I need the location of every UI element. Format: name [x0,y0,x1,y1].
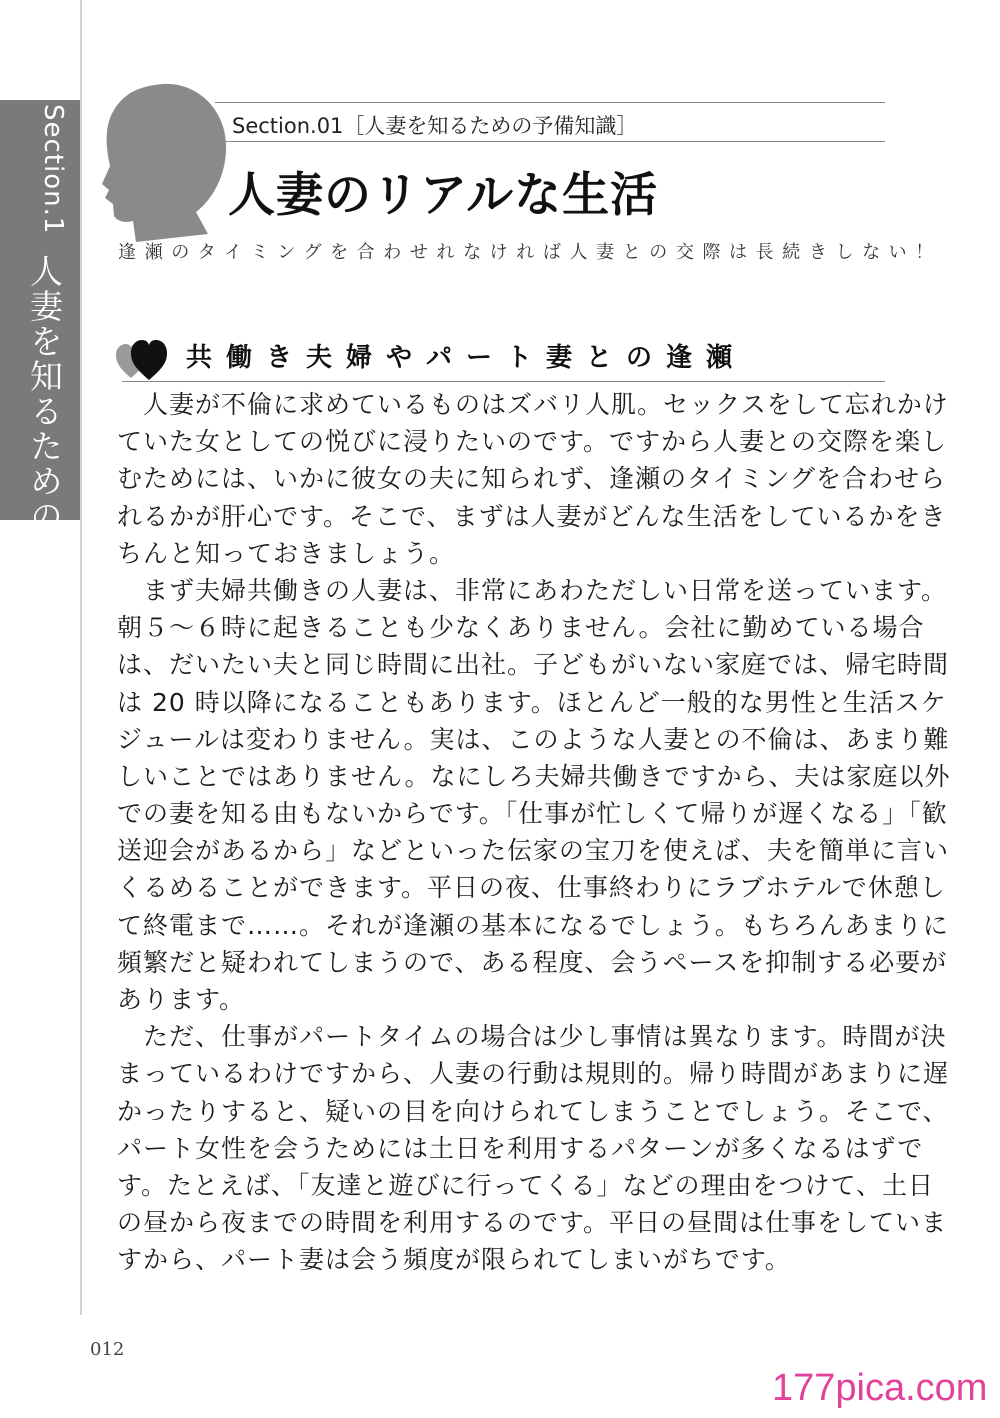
body-line: ジュールは変わりません。実は、このような人妻との不倫は、あまり難 [117,724,950,754]
woman-silhouette-icon [100,82,230,242]
body-line: ちんと知っておきましょう。 [117,538,456,568]
body-line: パート女性を会うためには土日を利用するパターンが多くなるはずで [117,1133,924,1163]
body-line: くるめることができます。平日の夜、仕事終わりにラブホテルで休憩し [117,873,946,903]
body-line: ていた女としての悦びに浸りたいのです。ですから人妻との交際を楽し [117,427,948,457]
body-line: まず夫婦共働きの人妻は、非常にあわただしい日常を送っています。 [117,575,948,605]
section-subheading: 共働き夫婦やパート妻との逢瀬 [186,343,747,373]
body-line: 人妻が不倫に求めているものはズバリ人肌。セックスをして忘れかけ [117,390,949,419]
body-text [117,386,951,1279]
section-label: Section.01［人妻を知るための予備知識］ [232,114,638,138]
body-line: しいことではありません。なにしろ夫婦共働きですから、夫は家庭以外 [117,761,951,791]
side-section-number: Section.1 [38,104,68,235]
page-number: 012 [90,1339,125,1360]
body-line: は、だいたい夫と同じ時間に出社。子どもがいない家庭では、帰宅時間 [117,650,950,680]
section-side-label [12,104,68,675]
side-section-title: 人妻を知るための予備知識 [25,254,64,675]
body-line: 朝５～６時に起きることも少なくありません。会社に勤めている場合 [117,613,925,643]
site-watermark: 177pica.com [772,1367,988,1409]
body-line: あります。 [117,985,246,1014]
header-top-rule [215,102,885,103]
body-line: かったりすると、疑いの目を向けられてしまうことでしょう。そこで、 [117,1096,949,1126]
body-line: むためには、いかに彼女の夫に知られず、逢瀬のタイミングを合わせら [117,464,947,494]
body-line: まっているわけですから、人妻の行動は規則的。帰り時間があまりに遅 [117,1059,950,1089]
page-title: 人妻のリアルな生活 [228,168,659,223]
body-line: れるかが肝心です。そこで、まずは人妻がどんな生活をしているかをき [117,501,947,531]
body-line: での妻を知る由もないからです。「仕事が忙しくて帰りが遅くなる」「歓 [117,799,948,829]
page-subtitle: 逢瀬のタイミングを合わせれなければ人妻との交際は長続きしない！ [118,242,942,263]
body-line: て終電まで……。それが逢瀬の基本になるでしょう。もちろんあまりに [117,910,949,940]
body-line: す。たとえば、「友達と遊びに行ってくる」などの理由をつけて、土日 [117,1170,935,1200]
body-line: は 20 時以降になることもあります。ほとんど一般的な男性と生活スケ [117,687,947,717]
body-line: 頻繁だと疑われてしまうので、ある程度、会うペースを抑制する必要が [117,947,948,977]
header-bottom-rule [215,141,885,142]
body-line: 送迎会があるから」などといった伝家の宝刀を使えば、夫を簡単に言い [117,836,950,866]
body-line: すから、パート妻は会う頻度が限られてしまいがちです。 [117,1245,791,1275]
hearts-icon [115,338,171,382]
body-line: ただ、仕事がパートタイムの場合は少し事情は異なります。時間が決 [117,1022,947,1052]
page-margin-rule [80,0,82,1315]
body-line: の昼から夜までの時間を利用するのです。平日の昼間は仕事をしていま [117,1208,948,1238]
subheading-rule [122,381,885,382]
